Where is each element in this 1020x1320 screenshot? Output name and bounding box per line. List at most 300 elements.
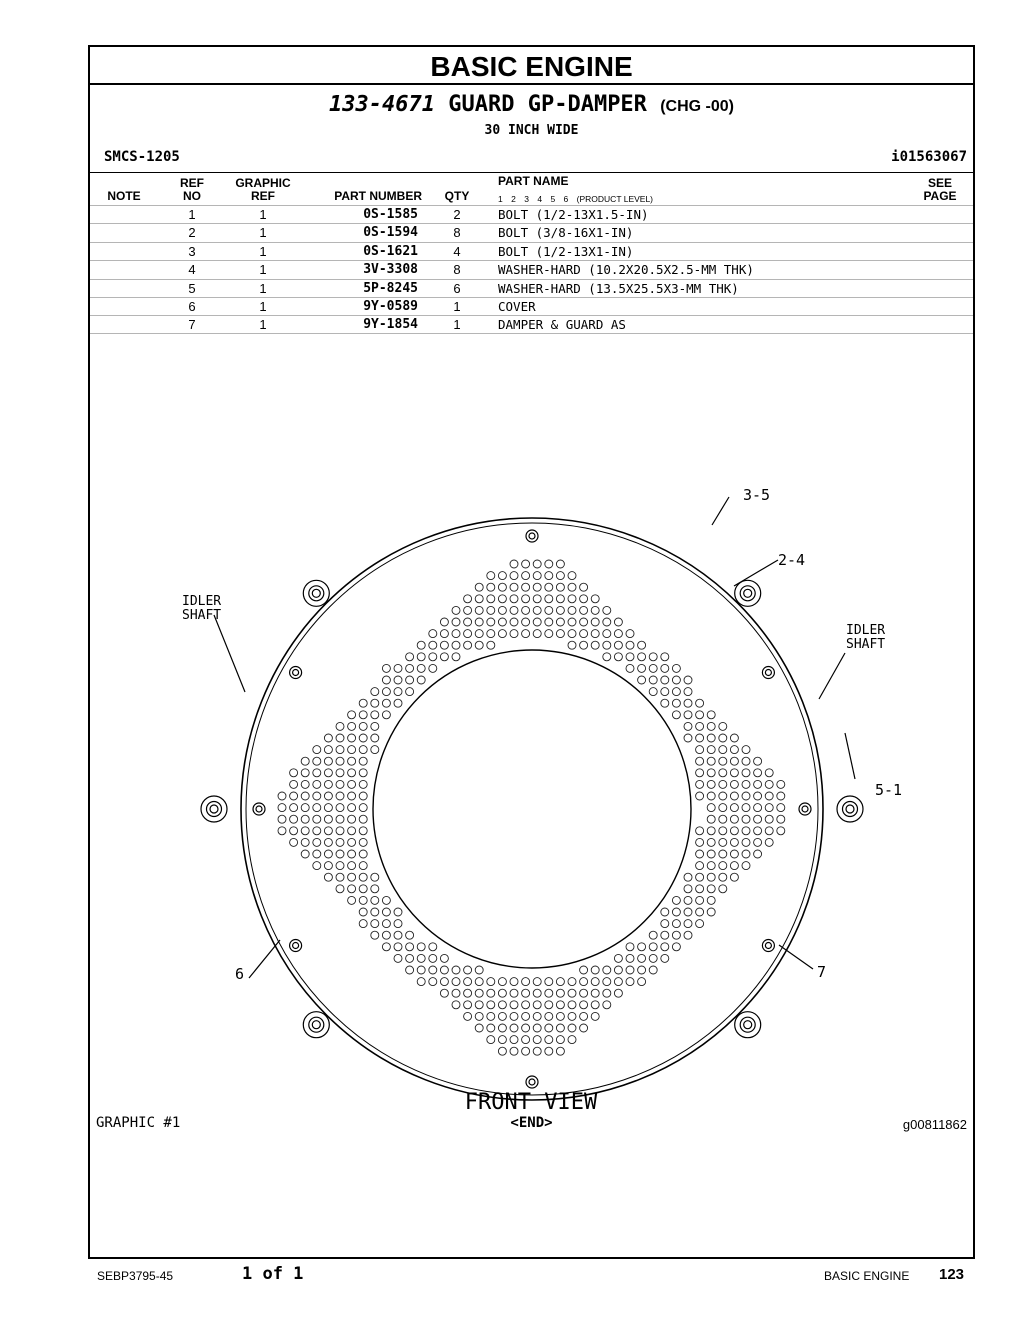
hole: [394, 664, 402, 672]
hole: [359, 885, 367, 893]
level-5: 5: [550, 194, 556, 204]
graphic-ref: 1: [259, 207, 267, 222]
hole: [707, 804, 715, 812]
hole: [464, 1001, 472, 1009]
hole: [649, 653, 657, 661]
hole: [545, 1036, 553, 1044]
hole: [394, 920, 402, 928]
group-part-number[interactable]: 133-4671: [329, 92, 435, 117]
view-label: FRONT VIEW: [464, 1090, 598, 1115]
hole: [464, 641, 472, 649]
rim-bolt-center: [293, 670, 299, 676]
hole: [522, 1024, 530, 1032]
graphic-ref: 1: [259, 280, 267, 296]
hole: [510, 583, 518, 591]
part-name: DAMPER & GUARD AS: [498, 317, 626, 333]
hole: [324, 827, 332, 835]
hole: [510, 606, 518, 614]
hole: [568, 1001, 576, 1009]
hole: [638, 664, 646, 672]
hole: [371, 711, 379, 719]
rim-bolt-center: [293, 943, 299, 949]
hole: [556, 1047, 564, 1055]
level-3: 3: [524, 194, 529, 204]
hole: [406, 966, 414, 974]
hole: [603, 966, 611, 974]
hole: [580, 630, 588, 638]
hole: [661, 699, 669, 707]
hole: [336, 885, 344, 893]
hole: [696, 711, 704, 719]
hole: [742, 757, 750, 765]
hole: [614, 653, 622, 661]
hole: [324, 804, 332, 812]
hole: [452, 630, 460, 638]
hole: [336, 850, 344, 858]
part-number-link[interactable]: 0S-1585: [363, 207, 418, 222]
ref-no: 3: [188, 243, 196, 259]
hole: [487, 595, 495, 603]
hole: [440, 653, 448, 661]
hole: [754, 850, 762, 858]
perforation-holes: [278, 560, 785, 1055]
rim-bolt-center: [802, 806, 808, 812]
hole: [672, 664, 680, 672]
hole: [510, 1036, 518, 1044]
hole: [359, 711, 367, 719]
hole: [510, 1047, 518, 1055]
hole: [394, 931, 402, 939]
hole: [510, 560, 518, 568]
hole: [406, 664, 414, 672]
hole: [371, 885, 379, 893]
hole: [336, 862, 344, 870]
hole: [754, 792, 762, 800]
damper-guard-drawing: [90, 47, 973, 1257]
hole: [684, 896, 692, 904]
hole: [533, 572, 541, 580]
hole: [278, 815, 286, 823]
hole: [580, 595, 588, 603]
hole: [417, 664, 425, 672]
callout-3-5: 3-5: [743, 486, 771, 504]
hole: [510, 618, 518, 626]
hole: [696, 734, 704, 742]
rim-bolt-center: [765, 670, 771, 676]
hole: [719, 885, 727, 893]
hole: [498, 630, 506, 638]
callout-5-1: 5-1: [875, 781, 903, 799]
hole: [580, 606, 588, 614]
hole: [522, 1036, 530, 1044]
hole: [545, 1001, 553, 1009]
hole: [313, 815, 321, 823]
hole: [510, 978, 518, 986]
header-ref-top: REF: [180, 176, 204, 190]
graphic-number: g00811862: [902, 1117, 967, 1132]
hole: [406, 954, 414, 962]
hole: [487, 1024, 495, 1032]
hole: [730, 873, 738, 881]
hole: [498, 1036, 506, 1044]
hole: [730, 827, 738, 835]
hole: [533, 989, 541, 997]
hole: [510, 1012, 518, 1020]
hole: [475, 1001, 483, 1009]
hole: [498, 618, 506, 626]
hole: [510, 1024, 518, 1032]
hole: [522, 630, 530, 638]
hole: [394, 699, 402, 707]
hole: [661, 908, 669, 916]
hole: [684, 734, 692, 742]
hole: [545, 978, 553, 986]
hole: [684, 676, 692, 684]
callout-6: 6: [235, 965, 245, 983]
graphic-ref: 1: [259, 317, 267, 333]
hole: [765, 780, 773, 788]
section-title: BASIC ENGINE: [90, 47, 973, 85]
hole: [707, 862, 715, 870]
hole: [614, 618, 622, 626]
hole: [591, 630, 599, 638]
hole: [754, 827, 762, 835]
hole: [719, 769, 727, 777]
hole: [556, 1012, 564, 1020]
hole: [696, 908, 704, 916]
hole: [359, 746, 367, 754]
hole: [417, 676, 425, 684]
part-number-link[interactable]: 5P-8245: [363, 280, 418, 296]
hole: [522, 606, 530, 614]
hole: [719, 815, 727, 823]
hole: [475, 595, 483, 603]
hole: [533, 618, 541, 626]
hole: [359, 873, 367, 881]
header-part-name: PART NAME: [498, 174, 569, 188]
hole: [719, 734, 727, 742]
hole: [684, 920, 692, 928]
hole: [684, 722, 692, 730]
hole: [603, 630, 611, 638]
lug-bolt-washer: [312, 589, 320, 597]
hole: [533, 1036, 541, 1044]
hole: [487, 989, 495, 997]
hole: [348, 734, 356, 742]
hole: [626, 943, 634, 951]
hole: [371, 722, 379, 730]
header-ref-bottom: NO: [183, 189, 201, 203]
hole: [719, 838, 727, 846]
header-graphic-bottom: REF: [251, 189, 275, 203]
hole: [626, 664, 634, 672]
hole: [324, 746, 332, 754]
hole: [440, 630, 448, 638]
hole: [719, 757, 727, 765]
hole: [638, 978, 646, 986]
hole: [406, 688, 414, 696]
hole: [290, 827, 298, 835]
hole: [475, 1012, 483, 1020]
hole: [568, 595, 576, 603]
hole: [301, 827, 309, 835]
hole: [719, 804, 727, 812]
hole: [765, 804, 773, 812]
hole: [765, 815, 773, 823]
hole: [696, 746, 704, 754]
guard-outer-rim: [241, 518, 823, 1100]
graphic-ref: 1: [259, 262, 267, 278]
hole: [348, 862, 356, 870]
hole: [313, 792, 321, 800]
hole: [638, 954, 646, 962]
hole: [394, 943, 402, 951]
hole: [522, 560, 530, 568]
hole: [475, 606, 483, 614]
hole: [348, 850, 356, 858]
hole: [719, 722, 727, 730]
hole: [336, 780, 344, 788]
hole: [754, 769, 762, 777]
hole: [533, 583, 541, 591]
hole: [568, 572, 576, 580]
hole: [696, 850, 704, 858]
hole: [661, 920, 669, 928]
part-number-link[interactable]: 9Y-0589: [363, 298, 418, 314]
hole: [742, 804, 750, 812]
part-number-link[interactable]: 9Y-1854: [363, 317, 418, 333]
hole: [475, 618, 483, 626]
hole: [672, 908, 680, 916]
hole: [359, 838, 367, 846]
hole: [707, 734, 715, 742]
hole: [556, 583, 564, 591]
hole: [533, 978, 541, 986]
hole: [452, 606, 460, 614]
hole: [777, 780, 785, 788]
hole: [429, 966, 437, 974]
hole: [591, 618, 599, 626]
hole: [580, 966, 588, 974]
hole: [301, 850, 309, 858]
hole: [452, 1001, 460, 1009]
hole: [475, 978, 483, 986]
rim-bolt-center: [765, 943, 771, 949]
hole: [371, 920, 379, 928]
quantity: 1: [453, 317, 461, 333]
hole: [742, 746, 750, 754]
hole: [719, 827, 727, 835]
hole: [359, 734, 367, 742]
hole: [533, 595, 541, 603]
hole: [278, 827, 286, 835]
level-6: 6: [563, 194, 569, 204]
hole: [359, 862, 367, 870]
hole: [382, 664, 390, 672]
hole: [417, 966, 425, 974]
hole: [464, 978, 472, 986]
hole: [348, 722, 356, 730]
hole: [661, 676, 669, 684]
hole: [556, 989, 564, 997]
hole: [382, 908, 390, 916]
hole: [498, 989, 506, 997]
hole: [359, 827, 367, 835]
hole: [730, 780, 738, 788]
lug-bolt-washer: [744, 589, 752, 597]
hole: [777, 804, 785, 812]
hole: [429, 943, 437, 951]
hole: [696, 920, 704, 928]
hole: [754, 804, 762, 812]
hole: [336, 804, 344, 812]
hole: [626, 954, 634, 962]
hole: [707, 792, 715, 800]
hole: [359, 769, 367, 777]
hole: [464, 966, 472, 974]
hole: [522, 572, 530, 580]
hole: [452, 989, 460, 997]
ref-no: 7: [188, 317, 196, 333]
hole: [452, 966, 460, 974]
hole: [742, 827, 750, 835]
hole: [278, 804, 286, 812]
hole: [707, 908, 715, 916]
hole: [417, 943, 425, 951]
hole: [324, 862, 332, 870]
hole: [638, 641, 646, 649]
hole: [348, 757, 356, 765]
hole: [382, 688, 390, 696]
hole: [324, 734, 332, 742]
hole: [696, 862, 704, 870]
hole: [440, 954, 448, 962]
hole: [336, 769, 344, 777]
hole: [765, 838, 773, 846]
idler-shaft-left-line2: SHAFT: [182, 608, 222, 623]
hole: [777, 792, 785, 800]
hole: [556, 1001, 564, 1009]
hole: [510, 989, 518, 997]
hole: [638, 653, 646, 661]
hole: [359, 896, 367, 904]
hole: [498, 1001, 506, 1009]
hole: [603, 618, 611, 626]
hole: [464, 606, 472, 614]
idler-shaft-left-line1: IDLER: [182, 594, 222, 609]
hole: [533, 630, 541, 638]
hole: [719, 850, 727, 858]
hole: [719, 780, 727, 788]
hole: [649, 688, 657, 696]
hole: [580, 978, 588, 986]
hole: [371, 896, 379, 904]
hole: [487, 1036, 495, 1044]
hole: [742, 838, 750, 846]
hole: [696, 885, 704, 893]
header-part-number: PART NUMBER: [334, 189, 422, 203]
level-4: 4: [537, 194, 543, 204]
hole: [406, 676, 414, 684]
hole: [429, 954, 437, 962]
ref-no: 1: [188, 207, 196, 222]
hole: [591, 966, 599, 974]
hole: [649, 931, 657, 939]
hole: [336, 827, 344, 835]
hole: [614, 954, 622, 962]
hole: [545, 606, 553, 614]
hole: [348, 792, 356, 800]
quantity: 4: [453, 243, 461, 259]
leader-lines: [214, 497, 855, 978]
hole: [661, 954, 669, 962]
hole: [324, 873, 332, 881]
hole: [417, 978, 425, 986]
part-name: WASHER-HARD (10.2X20.5X2.5-MM THK): [498, 262, 754, 278]
hole: [649, 664, 657, 672]
hole: [719, 862, 727, 870]
hole: [348, 804, 356, 812]
hole: [568, 630, 576, 638]
hole: [719, 873, 727, 881]
hole: [614, 966, 622, 974]
footer-page-of: 1 of 1: [242, 1264, 304, 1284]
level-caption: (PRODUCT LEVEL): [576, 194, 654, 204]
hole: [336, 815, 344, 823]
hole: [707, 722, 715, 730]
hole: [452, 618, 460, 626]
part-number-link[interactable]: 0S-1594: [363, 225, 418, 241]
hole: [498, 1024, 506, 1032]
quantity: 8: [453, 225, 461, 241]
hole: [313, 804, 321, 812]
hole: [591, 641, 599, 649]
hole: [290, 792, 298, 800]
hole: [359, 920, 367, 928]
hole: [371, 699, 379, 707]
ref-no: 4: [188, 262, 196, 278]
hole: [580, 1001, 588, 1009]
hole: [707, 711, 715, 719]
hole: [684, 908, 692, 916]
graphic-ref: 1: [259, 243, 267, 259]
hole: [348, 746, 356, 754]
hole: [348, 873, 356, 881]
graphic-label: GRAPHIC #1: [96, 1115, 181, 1131]
hole: [382, 699, 390, 707]
hole: [777, 827, 785, 835]
hole: [661, 664, 669, 672]
hole: [290, 815, 298, 823]
hole: [545, 989, 553, 997]
hole: [394, 676, 402, 684]
hole: [742, 862, 750, 870]
part-name: BOLT (1/2-13X1.5-IN): [498, 207, 649, 222]
hole: [394, 954, 402, 962]
hole: [487, 1001, 495, 1009]
hole: [394, 688, 402, 696]
footer-section: BASIC ENGINE: [824, 1269, 910, 1283]
hole: [568, 1036, 576, 1044]
hole: [754, 815, 762, 823]
hole: [603, 641, 611, 649]
ref-no: 5: [188, 280, 196, 296]
hole: [475, 641, 483, 649]
hole: [336, 792, 344, 800]
idler-shaft-right-line1: IDLER: [846, 623, 886, 638]
part-number-link[interactable]: 3V-3308: [363, 262, 418, 278]
part-number-link[interactable]: 0S-1621: [363, 243, 418, 259]
